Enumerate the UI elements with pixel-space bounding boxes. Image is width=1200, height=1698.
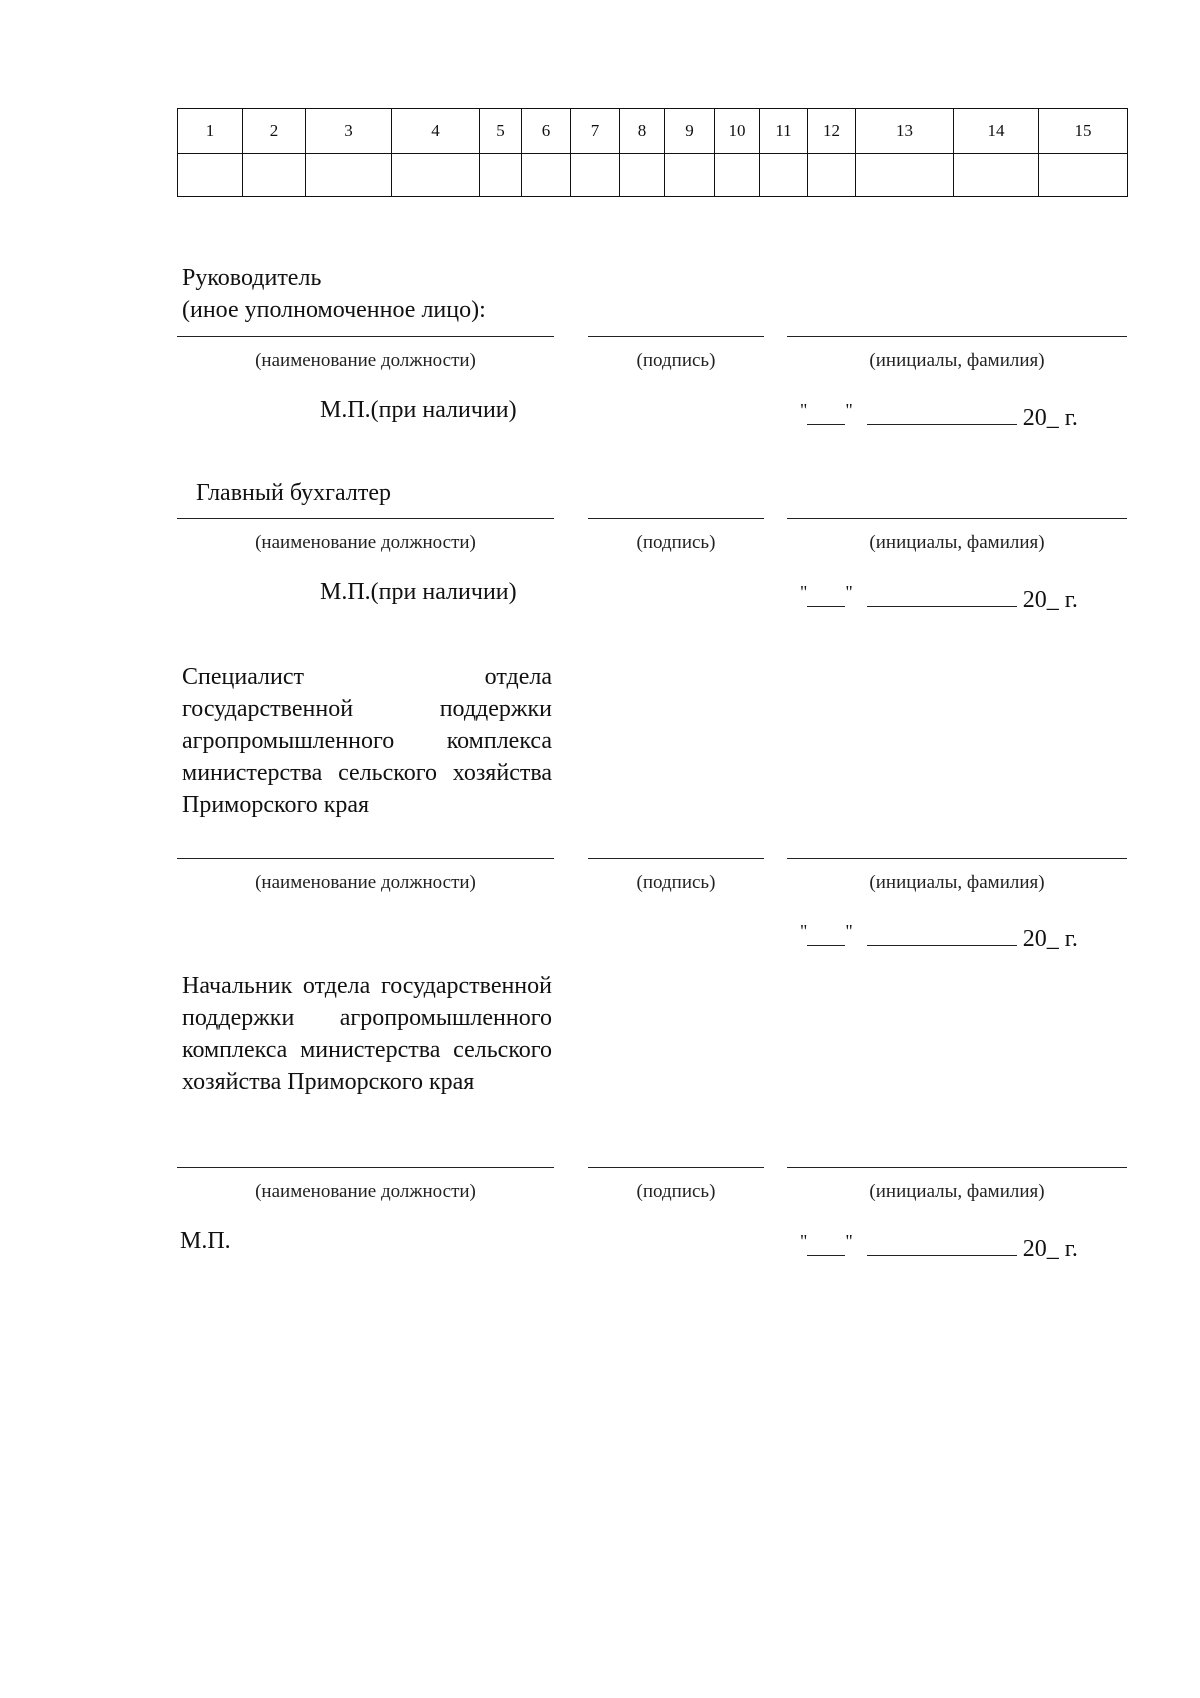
table-header-cell: 5 [480,109,522,154]
day-blank [807,1235,845,1256]
position-line [177,858,554,859]
date-field [800,1231,1078,1263]
table-empty-row [178,154,1128,197]
day-blank [807,925,845,946]
table-header-cell: 1 [178,109,243,154]
table-header-cell: 8 [620,109,665,154]
date-quote: " [845,1231,853,1251]
day-blank [807,404,845,425]
table-cell [715,154,760,197]
table-cell [620,154,665,197]
position-line [177,518,554,519]
title-line: Главный бухгалтер [196,480,391,506]
table-header-cell: 4 [392,109,480,154]
caption-signature: (подпись) [636,872,716,893]
caption-position: (наименование должности) [255,1181,476,1202]
table-header-cell: 15 [1039,109,1128,154]
caption-name: (инициалы, фамилия) [869,350,1045,371]
table-cell [760,154,808,197]
date-quote: " [800,400,808,420]
table-header-cell: 9 [665,109,715,154]
date-field [800,921,1078,953]
table-header-cell: 3 [306,109,392,154]
date-field [800,400,1078,432]
table-header-cell: 13 [856,109,954,154]
caption-name: (инициалы, фамилия) [869,532,1045,553]
caption-signature: (подпись) [636,350,716,371]
table-header-cell: 11 [760,109,808,154]
caption-signature: (подпись) [636,532,716,553]
date-year: 20_ г. [1022,926,1078,952]
table-cell [665,154,715,197]
caption-position: (наименование должности) [255,532,476,553]
position-line [177,336,554,337]
caption-signature: (подпись) [636,1181,716,1202]
table-header-row [178,109,1128,154]
date-quote: " [800,921,808,941]
table-header-cell: 7 [571,109,620,154]
signature-line [588,1167,764,1168]
date-quote: " [800,582,808,602]
date-quote: " [845,400,853,420]
title-line: Руководитель [182,265,322,291]
table-header-cell: 2 [243,109,306,154]
table-header-cell: 6 [522,109,571,154]
month-blank [867,586,1017,607]
table-cell [243,154,306,197]
caption-position: (наименование должности) [255,872,476,893]
name-line [787,1167,1127,1168]
month-blank [867,404,1017,425]
table-cell [306,154,392,197]
table-cell [1039,154,1128,197]
table-cell [178,154,243,197]
date-quote: " [800,1231,808,1251]
table-header-cell: 12 [808,109,856,154]
table-cell [808,154,856,197]
table-header-cell: 10 [715,109,760,154]
signature-line [588,336,764,337]
caption-name: (инициалы, фамилия) [869,1181,1045,1202]
table-cell [480,154,522,197]
title-line: (иное уполномоченное лицо): [182,297,486,323]
table-cell [392,154,480,197]
signatory-title-department-head: Начальник отдела государственной поддержки агропромышленного комплекса министерства сельского хозяйства Приморского края [182,973,552,1095]
month-blank [867,1235,1017,1256]
stamp-label: М.П. [180,1228,231,1254]
date-field [800,582,1078,614]
table-cell [522,154,571,197]
column-number-table [177,108,1128,197]
signature-line [588,518,764,519]
date-year: 20_ г. [1022,405,1078,431]
table-cell [856,154,954,197]
date-year: 20_ г. [1022,587,1078,613]
signature-line [588,858,764,859]
date-quote: " [845,582,853,602]
name-line [787,518,1127,519]
table-cell [571,154,620,197]
signatory-title-accountant [196,477,391,509]
name-line [787,336,1127,337]
stamp-label: М.П.(при наличии) [320,579,517,605]
month-blank [867,925,1017,946]
day-blank [807,586,845,607]
table-cell [954,154,1039,197]
caption-name: (инициалы, фамилия) [869,872,1045,893]
signatory-title-specialist: Специалист отдела государственной поддержки агропромышленного комплекса министерства сельского хозяйства Приморского края [182,664,552,818]
caption-position: (наименование должности) [255,350,476,371]
position-line [177,1167,554,1168]
table-header-cell: 14 [954,109,1039,154]
stamp-label: М.П.(при наличии) [320,397,517,423]
date-quote: " [845,921,853,941]
date-year: 20_ г. [1022,1236,1078,1262]
signatory-title-head [182,262,486,326]
name-line [787,858,1127,859]
